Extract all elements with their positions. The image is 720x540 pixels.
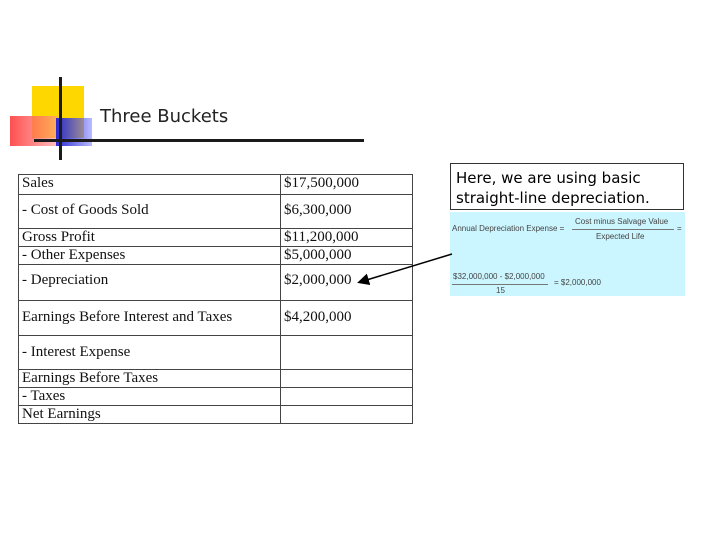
row-label: - Other Expenses xyxy=(19,247,281,265)
calc-numerator: $32,000,000 - $2,000,000 xyxy=(453,272,545,281)
row-label: - Taxes xyxy=(19,388,281,406)
calc-denominator: 15 xyxy=(496,286,505,295)
table-row xyxy=(19,229,413,247)
row-value xyxy=(281,406,413,424)
row-value: $6,300,000 xyxy=(281,195,413,229)
formula-denominator: Expected Life xyxy=(596,232,645,241)
row-label: - Depreciation xyxy=(19,265,281,301)
decor-horizontal-line xyxy=(34,139,364,142)
row-label: - Interest Expense xyxy=(19,336,281,370)
table-row xyxy=(19,195,413,229)
slide-title: Three Buckets xyxy=(100,106,229,127)
row-value: $4,200,000 xyxy=(281,301,413,336)
row-value: $17,500,000 xyxy=(281,175,413,195)
formula-lhs: Annual Depreciation Expense = xyxy=(452,224,565,233)
table-row xyxy=(19,388,413,406)
calc-result: = $2,000,000 xyxy=(554,278,601,287)
formula-trailing-equals: = xyxy=(677,224,682,233)
row-label: Earnings Before Taxes xyxy=(19,370,281,388)
table-row xyxy=(19,265,413,301)
table-row xyxy=(19,301,413,336)
table-row xyxy=(19,175,413,195)
table-row xyxy=(19,370,413,388)
row-value: $2,000,000 xyxy=(281,265,413,301)
income-statement-table xyxy=(18,174,413,424)
row-value: $5,000,000 xyxy=(281,247,413,265)
formula-fraction-bar xyxy=(572,229,674,230)
row-value: $11,200,000 xyxy=(281,229,413,247)
row-value xyxy=(281,336,413,370)
callout-textbox: Here, we are using basic straight-line depreciation. xyxy=(450,163,684,210)
row-label: Net Earnings xyxy=(19,406,281,424)
row-label: Sales xyxy=(19,175,281,195)
calc-fraction-bar xyxy=(452,284,548,285)
table-row xyxy=(19,247,413,265)
decor-vertical-line xyxy=(59,77,62,160)
row-value xyxy=(281,388,413,406)
row-label: Earnings Before Interest and Taxes xyxy=(19,301,281,336)
formula-numerator: Cost minus Salvage Value xyxy=(575,217,669,226)
table-row xyxy=(19,336,413,370)
row-value xyxy=(281,370,413,388)
depreciation-formula-image xyxy=(450,212,685,296)
table-row xyxy=(19,406,413,424)
row-label: Gross Profit xyxy=(19,229,281,247)
row-label: - Cost of Goods Sold xyxy=(19,195,281,229)
